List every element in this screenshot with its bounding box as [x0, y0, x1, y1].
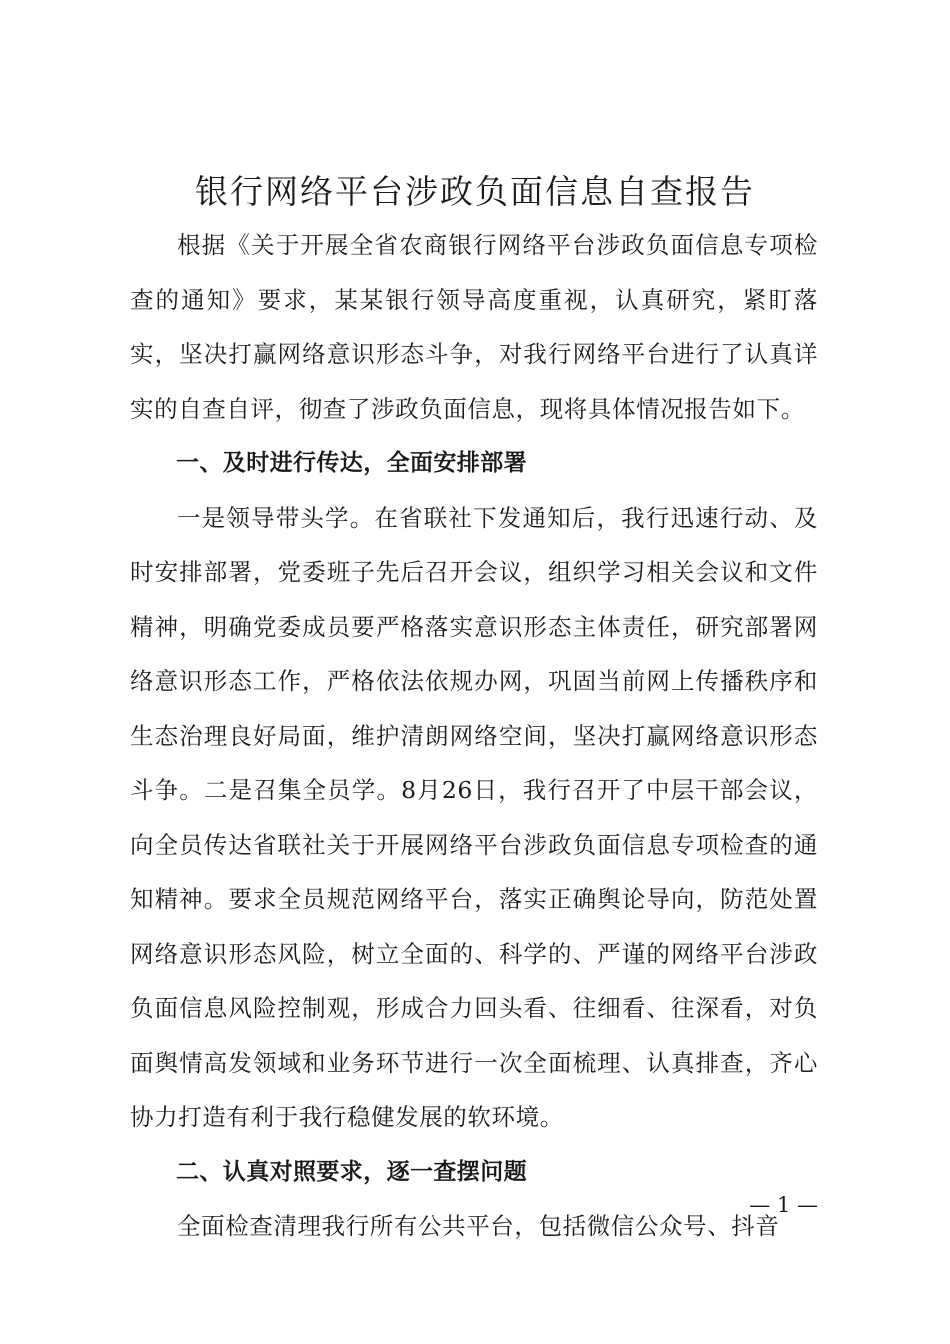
- intro-paragraph: 根据《关于开展全省农商银行网络平台涉政负面信息专项检查的通知》要求，某某银行领导高度重视，认真研究，紧盯落实，坚决打赢网络意识形态斗争，对我行网络平台进行了认真详实的自查自评，彻查了涉政负面信息，现将具体情况报告如下。: [130, 231, 818, 423]
- section-1-heading: 一、及时进行传达，全面安排部署: [176, 450, 527, 476]
- page-number: — 1 —: [749, 1193, 818, 1217]
- section-1-paragraph: 一是领导带头学。在省联社下发通知后，我行迅速行动、及时安排部署，党委班子先后召开会议，组织学习相关会议和文件精神，明确党委成员要严格落实意识形态主体责任，研究部署网络意识形态工作，严格依法依规办网，巩固当前网上传播秩序和生态治理良好局面，维护清朗网络空间，坚决打赢网络意识形态斗争。二是召集全员学。8月26日，我行召开了中层干部会议，向全员传达省联社关于开展网络平台涉政负面信息专项检查的通知精神。要求全员规范网络平台，落实正确舆论导向，防范处置网络意识形态风险，树立全面的、科学的、严谨的网络平台涉政负面信息风险控制观，形成合力回头看、往细看、往深看，对负面舆情高发领域和业务环节进行一次全面梳理、认真排查，齐心协力打造有利于我行稳健发展的软环境。: [130, 503, 818, 1131]
- section-2-paragraph: 全面检查清理我行所有公共平台，包括微信公众号、抖音: [177, 1212, 780, 1240]
- document-body: [130, 218, 818, 1254]
- document-title: 银行网络平台涉政负面信息自查报告: [195, 172, 755, 211]
- section-2-heading: 二、认真对照要求，逐一查摆问题: [176, 1158, 527, 1185]
